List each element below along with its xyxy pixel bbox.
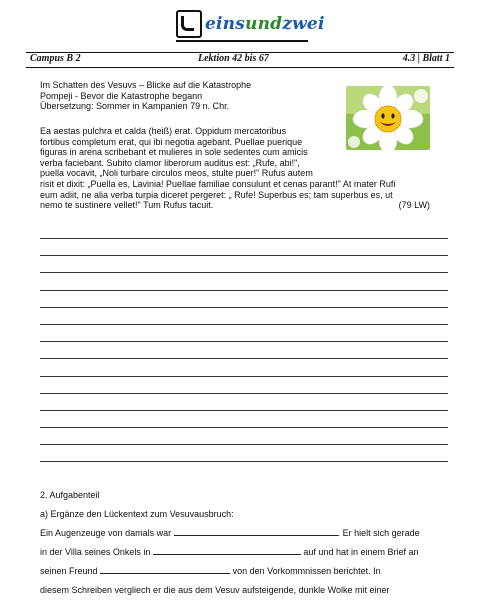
- latin-line: eum adiit, ne alia verba turpia diceret pergeret: „ Rufe! Superbus es; tam superbus es, ut: [40, 189, 393, 200]
- answer-line[interactable]: [40, 393, 448, 394]
- answer-line[interactable]: [40, 238, 448, 239]
- latin-line: verba faciebant. Subito clamor liberorum auditus est: „Rufe, abi!",: [40, 157, 300, 168]
- logo: [176, 10, 325, 38]
- blank-field[interactable]: [174, 526, 338, 536]
- answer-line[interactable]: [40, 461, 448, 462]
- latin-line: nemo te sustinere vellet!" Tum Rufus tacuit. (79 LW): [40, 200, 430, 211]
- blank-field[interactable]: [100, 564, 230, 574]
- answer-line[interactable]: [40, 341, 448, 342]
- logo-text: einsundzwei: [205, 14, 325, 34]
- answer-line[interactable]: [40, 307, 448, 308]
- logo-underline: [176, 40, 308, 42]
- answer-line[interactable]: [40, 290, 448, 291]
- cloze-line-4: diesem Schreiben vergliech er die aus dem Vesuv aufsteigende, dunkle Wolke mit einer: [40, 585, 390, 595]
- latin-line: puella vocavit, „Noli turbare circulos meos, stulte puer!" Rufus autem: [40, 168, 313, 179]
- task-instruction: a) Ergänze den Lückentext zum Vesuvausbruch:: [40, 509, 234, 519]
- answer-line[interactable]: [40, 376, 448, 377]
- section-heading: 2. Aufgabenteil: [40, 490, 100, 500]
- answer-line[interactable]: [40, 410, 448, 411]
- title-line-3: Übersetzung: Sommer in Kampanien 79 n. Chr.: [40, 101, 230, 111]
- blank-field[interactable]: [153, 545, 301, 555]
- logo-icon: [176, 10, 202, 38]
- latin-line: figuras in arena scribebant et mulieres in sole sedentes cum amicis: [40, 147, 308, 158]
- cloze-line-3: seinen Freund von den Vorkommnissen berichtet. In: [40, 566, 381, 576]
- latin-line: Ea aestas pulchra et calda (heiß) erat. Oppidum mercatoribus: [40, 126, 287, 136]
- latin-line: risit et dixit: „Puella es, Lavinia! Puellae familiae consulunt et cenas parant!" At mater Rufi: [40, 178, 396, 189]
- title-block: [40, 80, 251, 112]
- cloze-line-2: in der Villa seines Onkels in auf und hat in einem Brief an: [40, 547, 419, 557]
- header-lesson: Lektion 42 bis 67: [198, 53, 269, 64]
- title-line-1: Im Schatten des Vesuvs – Blicke auf die Katastrophe: [40, 80, 252, 90]
- latin-text: [40, 126, 438, 211]
- header-sheet: 4.3 | Blatt 1: [402, 53, 450, 64]
- answer-line[interactable]: [40, 358, 448, 359]
- task-section: [40, 486, 452, 600]
- answer-line[interactable]: [40, 427, 448, 428]
- answer-line[interactable]: [40, 444, 448, 445]
- answer-line[interactable]: [40, 272, 448, 273]
- word-count: (79 LW): [398, 200, 430, 211]
- header-course: Campus B 2: [30, 53, 81, 64]
- header-bar: [26, 52, 454, 68]
- answer-lines[interactable]: [40, 238, 448, 479]
- latin-line: fortibus completum erat, qui ibi negotia agebant. Puellae puerique: [40, 136, 303, 147]
- title-line-2: Pompeji - Bevor die Katastrophe begann: [40, 90, 203, 101]
- cloze-line-1: Ein Augenzeuge von damals war . Er hielt sich gerade: [40, 528, 420, 538]
- answer-line[interactable]: [40, 324, 448, 325]
- answer-line[interactable]: [40, 255, 448, 256]
